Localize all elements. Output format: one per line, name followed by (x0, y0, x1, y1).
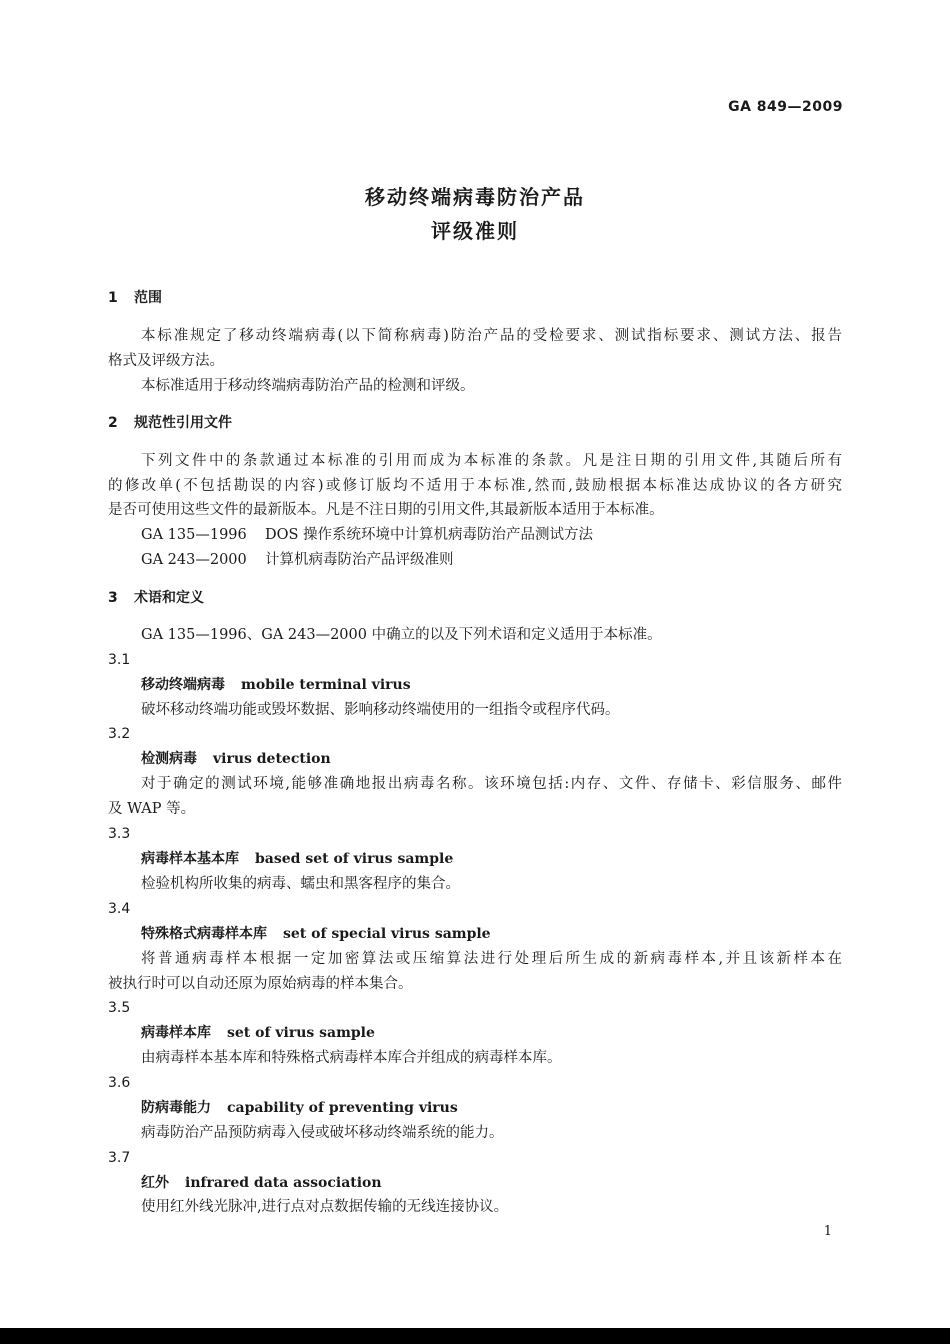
term-en: virus detection (213, 751, 331, 767)
section-title: 规范性引用文件 (134, 415, 232, 431)
term-cn: 移动终端病毒 (141, 677, 225, 693)
section-number: 2 (108, 415, 118, 431)
document-title-line2: 评级准则 (431, 219, 519, 243)
term-definition: 检验机构所收集的病毒、蠕虫和黑客程序的集合。 (141, 876, 460, 892)
clause-number: 3.2 (108, 726, 131, 742)
term-en: capability of preventing virus (227, 1100, 458, 1116)
reference-code: GA 135—1996 (141, 527, 247, 543)
clause-number: 3.4 (108, 901, 131, 917)
term-definition: 病毒防治产品预防病毒入侵或破坏移动终端系统的能力。 (141, 1125, 504, 1141)
page-number: 1 (823, 1224, 832, 1239)
term-en: based set of virus sample (255, 851, 454, 867)
term-entry (141, 1098, 458, 1118)
paragraph: 本标准规定了移动终端病毒(以下简称病毒)防治产品的受检要求、测试指标要求、测试方法、报告 (141, 328, 842, 344)
clause-number: 3.1 (108, 652, 131, 668)
term-en: set of virus sample (227, 1025, 375, 1041)
normative-reference (141, 550, 454, 570)
term-definition: 将普通病毒样本根据一定加密算法或压缩算法进行处理后所生成的新病毒样本,并且该新样本在 (141, 951, 842, 967)
paragraph: 本标准适用于移动终端病毒防治产品的检测和评级。 (141, 378, 475, 394)
term-cn: 病毒样本基本库 (141, 851, 239, 867)
reference-code: GA 243—2000 (141, 552, 247, 568)
term-cn: 病毒样本库 (141, 1025, 211, 1041)
term-definition: 破坏移动终端功能或毁坏数据、影响移动终端使用的一组指令或程序代码。 (141, 702, 620, 718)
term-entry (141, 1023, 375, 1043)
term-definition: 使用红外线光脉冲,进行点对点数据传输的无线连接协议。 (141, 1199, 509, 1215)
section-title: 范围 (134, 290, 162, 306)
reference-title: 计算机病毒防治产品评级准则 (265, 552, 454, 568)
paragraph: 下列文件中的条款通过本标准的引用而成为本标准的条款。凡是注日期的引用文件,其随后所有 (141, 453, 842, 469)
term-definition: 对于确定的测试环境,能够准确地报出病毒名称。该环境包括:内存、文件、存储卡、彩信服务、邮件 (141, 776, 842, 792)
term-en: mobile terminal virus (241, 677, 411, 693)
clause-number: 3.3 (108, 826, 131, 842)
normative-reference (141, 525, 593, 545)
term-definition: 被执行时可以自动还原为原始病毒的样本集合。 (108, 976, 413, 992)
standard-code: GA 849—2009 (728, 99, 843, 115)
clause-number: 3.5 (108, 1000, 131, 1016)
term-definition: 由病毒样本基本库和特殊格式病毒样本库合并组成的病毒样本库。 (141, 1050, 562, 1066)
term-entry (141, 924, 491, 944)
document-title-line1: 移动终端病毒防治产品 (365, 185, 585, 209)
section-3-heading (108, 588, 204, 608)
term-en: infrared data association (185, 1175, 382, 1191)
section-number: 3 (108, 590, 118, 606)
term-entry (141, 749, 331, 769)
term-cn: 红外 (141, 1175, 169, 1191)
term-cn: 防病毒能力 (141, 1100, 211, 1116)
term-en: set of special virus sample (283, 926, 491, 942)
section-2-heading (108, 413, 232, 433)
paragraph: 的修改单(不包括勘误的内容)或修订版均不适用于本标准,然而,鼓励根据本标准达成协议的各方研究 (108, 478, 842, 494)
bottom-border (0, 1328, 950, 1344)
section-1-heading (108, 288, 162, 308)
term-entry (141, 1173, 382, 1193)
clause-number: 3.7 (108, 1150, 131, 1166)
section-title: 术语和定义 (134, 590, 204, 606)
term-cn: 特殊格式病毒样本库 (141, 926, 267, 942)
paragraph: 是否可使用这些文件的最新版本。凡是不注日期的引用文件,其最新版本适用于本标准。 (108, 502, 664, 518)
section-number: 1 (108, 290, 118, 306)
paragraph: 格式及评级方法。 (108, 353, 224, 369)
reference-title: DOS 操作系统环境中计算机病毒防治产品测试方法 (265, 527, 594, 543)
term-entry (141, 675, 411, 695)
clause-number: 3.6 (108, 1075, 131, 1091)
term-entry (141, 849, 453, 869)
term-definition: 及 WAP 等。 (108, 801, 196, 817)
term-cn: 检测病毒 (141, 751, 197, 767)
paragraph: GA 135—1996、GA 243—2000 中确立的以及下列术语和定义适用于本标准。 (141, 627, 662, 643)
